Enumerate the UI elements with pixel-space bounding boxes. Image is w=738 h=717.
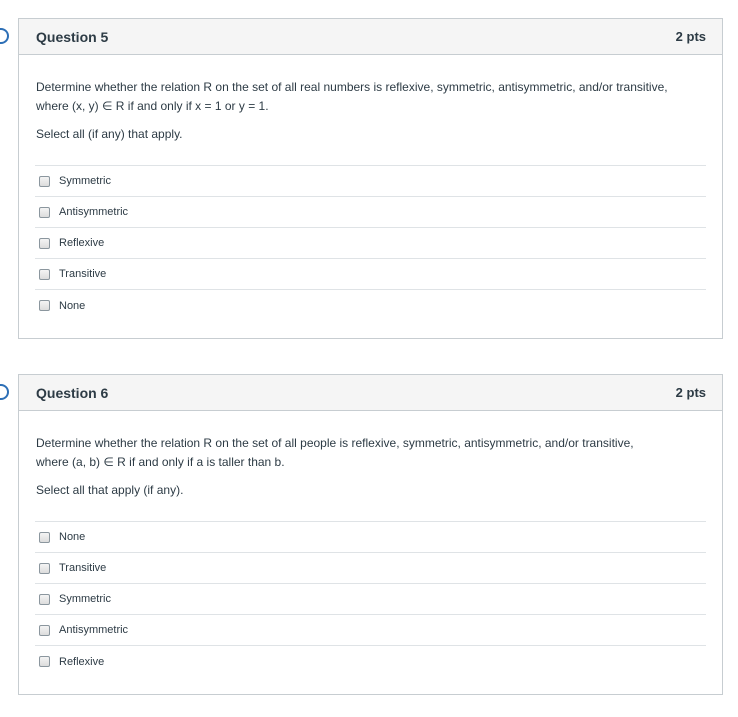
answer-option[interactable]	[35, 166, 706, 197]
answer-label: Symmetric	[59, 593, 111, 605]
question-6-body	[19, 434, 722, 500]
question-5-title: Question 5	[36, 28, 109, 45]
question-6-instruction: Select all that apply (if any).	[36, 483, 184, 497]
checkbox[interactable]	[39, 207, 50, 218]
question-5-prompt-line2: where (x, y) ∈ R if and only if x = 1 or y = 1.	[36, 99, 269, 113]
answer-option[interactable]	[35, 584, 706, 615]
answer-option[interactable]	[35, 290, 706, 321]
question-5-answer-list	[35, 165, 706, 321]
question-6-prompt-line2: where (a, b) ∈ R if and only if a is taller than b.	[36, 455, 285, 469]
answer-label: Symmetric	[59, 175, 111, 187]
question-5-header	[19, 19, 722, 55]
answer-label: Reflexive	[59, 237, 105, 249]
answer-option[interactable]	[35, 553, 706, 584]
checkbox[interactable]	[39, 269, 50, 280]
answer-option[interactable]	[35, 259, 706, 290]
answer-option[interactable]	[35, 228, 706, 259]
flag-question-icon[interactable]	[0, 384, 9, 400]
flag-question-icon[interactable]	[0, 28, 9, 44]
checkbox[interactable]	[39, 656, 50, 667]
checkbox[interactable]	[39, 300, 50, 311]
checkbox[interactable]	[39, 625, 50, 636]
question-6-points: 2 pts	[675, 385, 706, 400]
answer-label: Transitive	[59, 562, 107, 574]
answer-option[interactable]	[35, 197, 706, 228]
answer-label: Antisymmetric	[59, 624, 129, 636]
question-6-title: Question 6	[36, 384, 109, 401]
question-5-card	[18, 18, 723, 339]
question-5-prompt-line1: Determine whether the relation R on the set of all real numbers is reflexive, symmetric, antisymmetric, and/or transitive,	[36, 80, 668, 94]
answer-option[interactable]	[35, 615, 706, 646]
question-6-header	[19, 375, 722, 411]
checkbox[interactable]	[39, 176, 50, 187]
answer-option[interactable]	[35, 522, 706, 553]
answer-label: Reflexive	[59, 655, 105, 668]
question-5-body	[19, 78, 722, 144]
question-6-answer-list	[35, 521, 706, 677]
checkbox[interactable]	[39, 594, 50, 605]
answer-label: Transitive	[59, 268, 107, 280]
checkbox[interactable]	[39, 563, 50, 574]
question-6-prompt-line1: Determine whether the relation R on the set of all people is reflexive, symmetric, antisymmetric, and/or transitive,	[36, 436, 634, 450]
answer-label: Antisymmetric	[59, 206, 129, 218]
answer-option[interactable]	[35, 646, 706, 677]
answer-label: None	[59, 531, 86, 543]
checkbox[interactable]	[39, 238, 50, 249]
question-5-points: 2 pts	[675, 29, 706, 44]
question-5-instruction: Select all (if any) that apply.	[36, 127, 183, 141]
checkbox[interactable]	[39, 532, 50, 543]
answer-label: None	[59, 299, 86, 312]
question-6-card	[18, 374, 723, 695]
